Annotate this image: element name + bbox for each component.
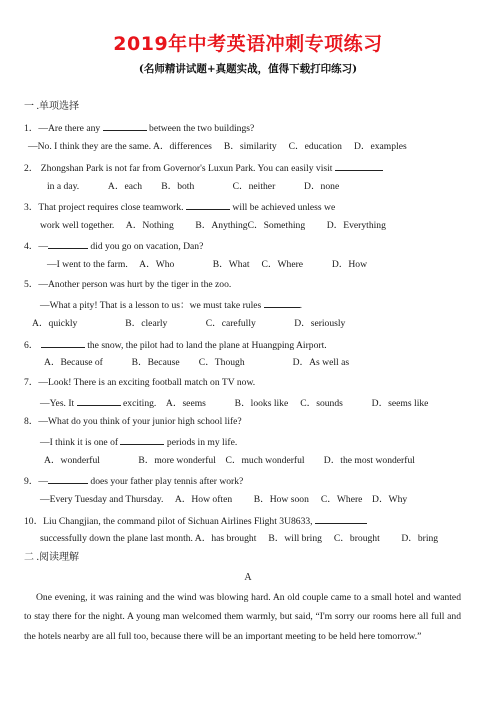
- question-8-line2-b: periods in my life.: [166, 437, 238, 448]
- question-3-options: work well together. A．Nothing B．AnythingC．Something D．Everything: [40, 220, 386, 231]
- question-2-options: in a day. A．each B．both C．neither D．none: [47, 181, 340, 192]
- question-6-stem-a: 6．: [24, 340, 39, 351]
- question-3-stem-a: 3．That project requires close teamwork.: [24, 202, 184, 213]
- passage-text: One evening, it was raining and the wind was blowing hard. An old couple came to a small hotel and wanted to stay there for the night. A young man welcomed them warmly, but said, “I'm sorry our rooms here all full and the hotels nearby are all full too, because there will be an important meeting to be held here tomorrow.”: [24, 592, 461, 642]
- question-1-stem-b: between the two buildings?: [149, 123, 255, 134]
- question-6: [24, 338, 327, 352]
- question-4: [24, 239, 203, 253]
- question-8-line2: [40, 435, 237, 449]
- question-5-line2-b: .: [299, 300, 303, 311]
- question-10: [24, 514, 367, 528]
- question-6-options: A．Because of B．Because C．Though D．As well as: [44, 357, 350, 368]
- question-9-stem-b: does your father play tennis after work?: [90, 476, 244, 487]
- answer-blank: [186, 200, 230, 210]
- question-8-options: A．wonderful B．more wonderful C．much wonderful D．the most wonderful: [44, 455, 415, 466]
- section-heading-reading: 二 .阅读理解: [24, 552, 79, 563]
- question-2-stem-a: 2． Zhongshan Park is not far from Governor's Luxun Park. You can easily visit: [24, 163, 333, 174]
- question-2: [24, 161, 383, 175]
- question-4-stem-a: 4．—: [24, 241, 48, 252]
- question-9-stem-a: 9．—: [24, 476, 48, 487]
- answer-blank: [335, 161, 383, 171]
- question-5: 5．—Another person was hurt by the tiger in the zoo.: [24, 279, 232, 290]
- question-7: 7．—Look! There is an exciting football match on TV now.: [24, 377, 256, 388]
- question-5-line2: [40, 298, 302, 312]
- question-1-stem-a: 1．—Are there any: [24, 123, 101, 134]
- answer-blank: [48, 474, 88, 484]
- question-5-line2-a: —What a pity! That is a lesson to us：we must take rules: [40, 300, 262, 311]
- question-5-options: A．quickly B．clearly C．carefully D．seriously: [32, 318, 346, 329]
- answer-blank: [48, 239, 88, 249]
- answer-blank: [41, 338, 85, 348]
- question-4-stem-b: did you go on vacation, Dan?: [90, 241, 204, 252]
- question-1: [24, 121, 254, 135]
- answer-blank: [120, 435, 164, 445]
- answer-blank: [315, 514, 367, 524]
- question-3: [24, 200, 335, 214]
- question-8: 8．—What do you think of your junior high school life?: [24, 416, 242, 427]
- passage-letter: A: [244, 572, 252, 583]
- question-9: [24, 474, 243, 488]
- question-7-line2-a: —Yes. It: [40, 398, 75, 409]
- question-4-options: —I went to the farm. A．Who B．What C．Where D．How: [47, 259, 368, 270]
- answer-blank: [103, 121, 147, 131]
- question-6-stem-b: the snow, the pilot had to land the plane at Huangping Airport.: [87, 340, 327, 351]
- question-7-line2-b: exciting. A．seems B．looks like C．sounds D．seems like: [123, 398, 429, 409]
- question-10-stem-a: 10．Liu Changjian, the command pilot of Sichuan Airlines Flight 3U8633,: [24, 516, 313, 527]
- section-heading-choice: 一 .单项选择: [24, 101, 79, 112]
- document-subtitle: (名师精讲试题+真题实战，值得下载打印练习): [138, 63, 358, 75]
- question-10-options: successfully down the plane last month. A．has brought B．will bring C．brought D．bring: [40, 533, 439, 544]
- question-1-options: —No. I think they are the same. A．differences B．similarity C．education D．examples: [28, 141, 407, 152]
- answer-blank: [264, 298, 300, 308]
- document-title: 2019年中考英语冲刺专项练习: [113, 33, 383, 55]
- answer-blank: [77, 396, 121, 406]
- question-7-line2: [40, 396, 428, 410]
- question-3-stem-b: will be achieved unless we: [232, 202, 336, 213]
- question-9-options: —Every Tuesday and Thursday. A．How often B．How soon C．Where D．Why: [40, 494, 408, 505]
- question-8-line2-a: —I think it is one of: [40, 437, 119, 448]
